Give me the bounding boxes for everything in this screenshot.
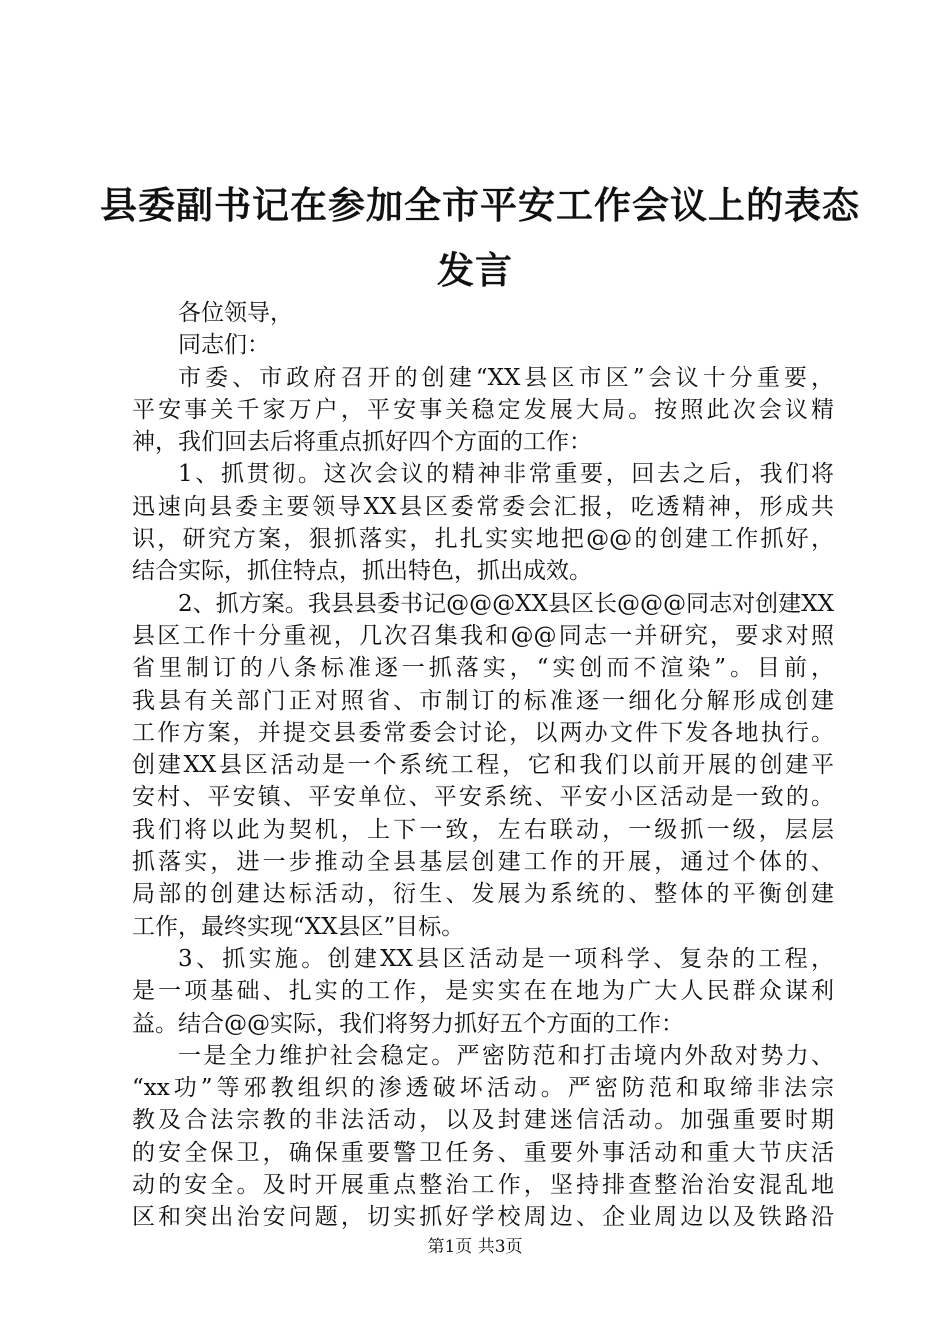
- body-text-line: 1、抓贯彻。这次会议的精神非常重要，回去之后，我们将: [178, 461, 834, 488]
- document-body: [132, 297, 834, 1234]
- body-text-line: 识，研究方案，狠抓落实，扎扎实实地把@@的创建工作抓好，: [132, 526, 834, 553]
- body-text-line: 县区工作十分重视，几次召集我和@@同志一并研究，要求对照: [132, 622, 834, 649]
- document-title-line-2: 发言: [437, 248, 513, 292]
- body-text-line: 益。结合@@实际，我们将努力抓好五个方面的工作：: [132, 1010, 684, 1037]
- body-text-line: 的安全保卫，确保重要警卫任务、重要外事活动和重大节庆活: [132, 1139, 834, 1166]
- body-text-line: 平安事关千家万户，平安事关稳定发展大局。按照此次会议精: [132, 396, 834, 423]
- body-text-line: 结合实际，抓住特点，抓出特色，抓出成效。: [132, 558, 592, 585]
- page-footer: 第1页 共3页: [427, 1237, 523, 1257]
- body-text-line: 教及合法宗教的非法活动，以及封建迷信活动。加强重要时期: [132, 1107, 834, 1134]
- body-text-line: 创建XX县区活动是一个系统工程，它和我们以前开展的创建平: [132, 752, 834, 779]
- body-text-line: 动的安全。及时开展重点整治工作，坚持排查整治治安混乱地: [132, 1172, 834, 1199]
- body-text-line: 抓落实，进一步推动全县基层创建工作的开展，通过个体的、: [132, 849, 834, 876]
- body-text-line: 市委、市政府召开的创建“XX县区市区”会议十分重要，: [178, 364, 834, 391]
- body-text-line: 神，我们回去后将重点抓好四个方面的工作：: [132, 429, 592, 456]
- body-text-line: 3、抓实施。创建XX县区活动是一项科学、复杂的工程，: [178, 945, 834, 972]
- body-text-line: 2、抓方案。我县县委书记@@@XX县区长@@@同志对创建XX: [178, 590, 834, 617]
- body-text-line: 安村、平安镇、平安单位、平安系统、平安小区活动是一致的。: [132, 784, 834, 811]
- body-text-line: “xx功”等邪教组织的渗透破坏活动。严密防范和取缔非法宗: [132, 1075, 834, 1102]
- body-text-line: 同志们：: [178, 332, 270, 359]
- document-title-line-1: 县委副书记在参加全市平安工作会议上的表态: [100, 183, 860, 227]
- body-text-line: 各位领导，: [178, 300, 293, 326]
- body-text-line: 我们将以此为契机，上下一致，左右联动，一级抓一级，层层: [132, 816, 834, 843]
- body-text-line: 是一项基础、扎实的工作，是实实在在地为广大人民群众谋利: [132, 978, 834, 1005]
- body-text-line: 工作，最终实现“XX县区”目标。: [132, 913, 465, 940]
- body-text-line: 我县有关部门正对照省、市制订的标准逐一细化分解形成创建: [132, 687, 834, 714]
- body-text-line: 工作方案，并提交县委常委会讨论，以两办文件下发各地执行。: [132, 719, 834, 746]
- body-text-line: 迅速向县委主要领导XX县区委常委会汇报，吃透精神，形成共: [132, 493, 834, 520]
- body-text-line: 省里制订的八条标准逐一抓落实，“实创而不渲染”。目前，: [132, 655, 834, 682]
- body-text-line: 区和突出治安问题，切实抓好学校周边、企业周边以及铁路沿: [132, 1204, 834, 1231]
- body-text-line: 局部的创建达标活动，衍生、发展为系统的、整体的平衡创建: [132, 881, 834, 908]
- body-text-line: 一是全力维护社会稳定。严密防范和打击境内外敌对势力、: [178, 1042, 834, 1069]
